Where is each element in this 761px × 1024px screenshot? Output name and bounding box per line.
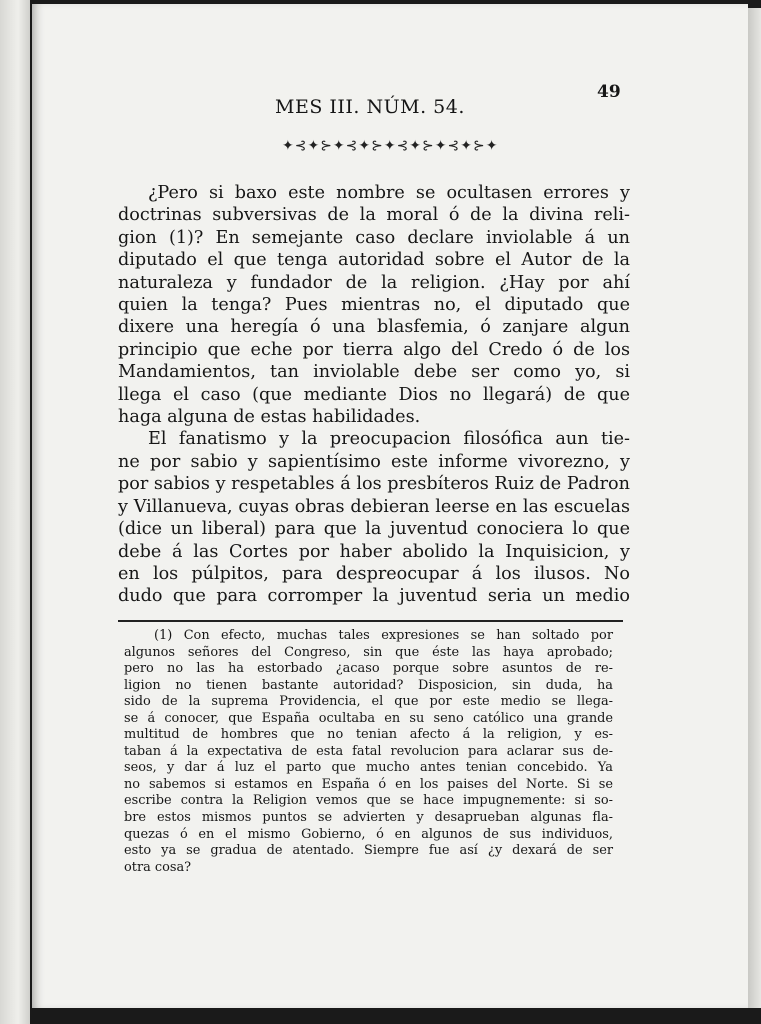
footnote-line: bre estos mismos puntos se advierten y desaprueban algunas fla-: [124, 810, 613, 826]
footnote-line: pero no las ha estorbado ¿acaso porque sobre asuntos de re-: [124, 661, 613, 677]
footnote-line: seos, y dar á luz el parto que mucho antes tenian concebido. Ya: [124, 760, 613, 776]
footnote-line: ligion no tienen bastante autoridad? Disposicion, sin duda, ha: [124, 677, 613, 693]
text-line: ¿Pero si baxo este nombre se ocultasen errores y: [148, 183, 630, 203]
footnote: [124, 628, 613, 876]
text-line: debe á las Cortes por haber abolido la Inquisicion, y: [118, 541, 630, 562]
footnote-line: multitud de hombres que no tenian afecto á la religion, y es-: [124, 727, 613, 743]
text-line: diputado el que tenga autoridad sobre el Autor de la: [118, 250, 630, 271]
text-line: gion (1)? En semejante caso declare inviolable á un: [118, 227, 630, 248]
footnote-line: no sabemos si estamos en España ó en los paises del Norte. Si se: [124, 776, 613, 792]
text-line: dudo que para corromper la juventud seria un medio: [118, 586, 630, 607]
text-line: haga alguna de estas habilidades.: [118, 407, 421, 428]
footnote-line: quezas ó en el mismo Gobierno, ó en algunos de sus individuos,: [124, 826, 613, 842]
footnote-line: taban á la expectativa de esta fatal revolucion para aclarar sus de-: [124, 743, 613, 759]
text-line: y Villanueva, cuyas obras debieran leerse en las escuelas: [118, 496, 630, 517]
text-line: dixere una heregía ó una blasfemia, ó zanjare algun: [118, 317, 630, 338]
text-line: El fanatismo y la preocupacion filosófica aun tie-: [148, 429, 630, 450]
footnote-rule: [118, 620, 623, 622]
text-line: ne por sabio y sapientísimo este informe vivorezno, y: [118, 451, 630, 472]
footnote-line: (1) Con efecto, muchas tales expresiones se han soltado por: [154, 628, 613, 643]
page-edge: [748, 8, 761, 1008]
footnote-line: sido de la suprema Providencia, el que por este medio se llega-: [124, 694, 613, 710]
ornament-divider: ✦⊰✦⊱✦⊰✦⊱✦⊰✦⊱✦⊰✦⊱✦: [282, 138, 499, 154]
text-line: llega el caso (que mediante Dios no llegará) de que: [118, 384, 630, 405]
book-binding-strip: [0, 0, 30, 1024]
text-line: naturaleza y fundador de la religion. ¿Hay por ahí: [118, 272, 630, 293]
text-line: (dice un liberal) para que la juventud conociera lo que: [118, 519, 630, 540]
footnote-line: escribe contra la Religion vemos que se hace impugnemente: si so-: [124, 793, 613, 809]
footnote-line: otra cosa?: [124, 859, 192, 875]
text-line: doctrinas subversivas de la moral ó de la divina reli-: [118, 205, 630, 226]
text-line: quien la tenga? Pues mientras no, el diputado que: [118, 295, 630, 316]
text-line: principio que eche por tierra algo del Credo ó de los: [118, 339, 630, 360]
page-number: 49: [597, 82, 621, 102]
footnote-line: se á conocer, que España ocultaba en su seno católico una grande: [124, 710, 613, 726]
text-line: Mandamientos, tan inviolable debe ser como yo, si: [118, 362, 630, 383]
footnote-line: esto ya se gradua de atentado. Siempre fue así ¿y dexará de ser: [124, 843, 613, 859]
main-text: [118, 182, 630, 608]
text-line: por sabios y respetables á los presbíteros Ruiz de Padron: [118, 474, 630, 495]
text-line: en los púlpitos, para despreocupar á los ilusos. No: [118, 563, 630, 584]
page-header: MES III. NÚM. 54.: [275, 96, 465, 118]
footnote-line: algunos señores del Congreso, sin que éste las haya aprobado;: [124, 644, 613, 660]
